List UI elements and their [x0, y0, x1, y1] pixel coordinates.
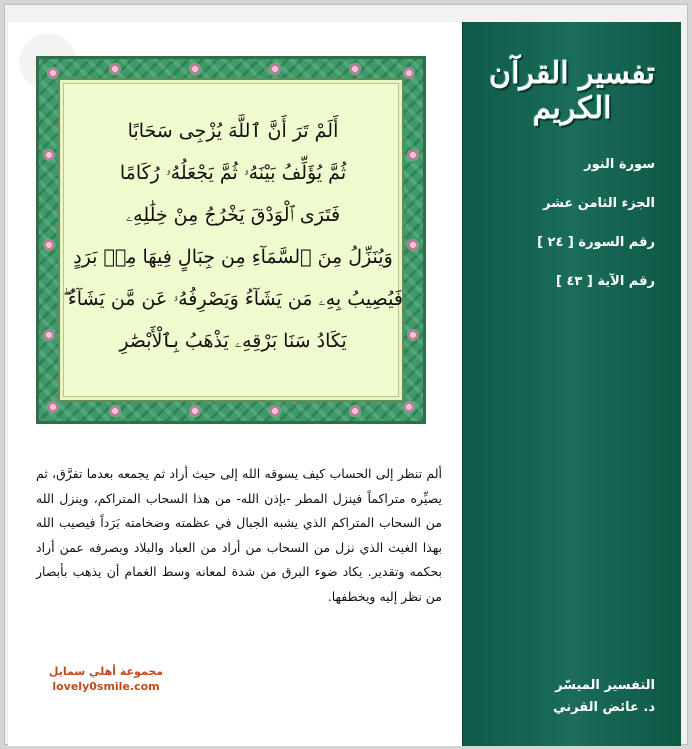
flower-ornament-icon — [407, 239, 419, 251]
tafsir-text: ألم تنظر إلى الحساب كيف يسوقه الله إلى حيث أراد ثم يجمعه بعدما تفرَّق، ثم يصيِّره متراكماً فينزل المطر -بإذن الله- من هذا السحاب المتراكم، وينزل الله من السحاب المتراكم الذي يشبه الجبال في عظمته وضخامته بَرَداً فيصيب الله بهذا الغيث الذي نزل من السحاب من أراد من العباد والبلاد ويصرفه عمن أراد بحكمه وتقدير. يكاد ضوء البرق من شدة لمعانه وسط الغمام أن يذهب بأبصار من نظر إليه ويخطفها. — [36, 466, 442, 604]
credit-source: التفسير الميسّر — [555, 678, 655, 693]
watermark-arabic: مجموعة أهلي سمايل — [48, 665, 164, 678]
flower-ornament-icon — [349, 63, 361, 75]
flower-ornament-icon — [189, 405, 201, 417]
credit-author: د. عائض القرني — [553, 700, 655, 715]
flower-ornament-icon — [349, 405, 361, 417]
juz-label: الجزء الثامن عشر — [543, 196, 655, 211]
flower-ornament-icon — [43, 329, 55, 341]
flower-ornament-icon — [269, 405, 281, 417]
flower-ornament-icon — [43, 149, 55, 161]
flower-ornament-icon — [407, 329, 419, 341]
surah-name: سورة النور — [584, 157, 655, 172]
flower-ornament-icon — [269, 63, 281, 75]
surah-number: رقم السورة [ ٢٤ ] — [537, 235, 655, 250]
verse-line: يَكَادُ سَنَا بَرْقِهِۦ يَذْهَبُ بِٱلْأَبْصَٰرِ — [119, 330, 347, 352]
sidebar-title: تفسير القرآن الكريم — [489, 56, 655, 126]
flower-ornament-icon — [189, 63, 201, 75]
verse-line: فَيُصِيبُ بِهِۦ مَن يَشَآءُ وَيَصْرِفُهُۥ عَن مَّن يَشَآءُ ۖ — [63, 288, 403, 310]
flower-ornament-icon — [109, 405, 121, 417]
watermark-url: lovely0smile.com — [52, 680, 160, 693]
flower-ornament-icon — [47, 401, 59, 413]
flower-ornament-icon — [407, 149, 419, 161]
sidebar — [462, 22, 681, 746]
flower-ornament-icon — [403, 67, 415, 79]
verse-line: فَتَرَى ٱلْوَدْقَ يَخْرُجُ مِنْ خِلَٰلِهِۦ — [125, 204, 341, 226]
flower-ornament-icon — [109, 63, 121, 75]
verse-box — [58, 78, 404, 402]
site-watermark — [6, 664, 206, 694]
verse-line: ثُمَّ يُؤَلِّفُ بَيْنَهُۥ ثُمَّ يَجْعَلُهُۥ رُكَامًا — [119, 162, 347, 184]
flower-ornament-icon — [403, 401, 415, 413]
verse-line: وَيُنَزِّلُ مِنَ ٱلسَّمَآءِ مِن جِبَالٍ فِيهَا مِنۢ بَرَدٍ — [73, 246, 393, 268]
verse-line: أَلَمْ تَرَ أَنَّ ٱللَّهَ يُزْجِى سَحَابًا — [127, 120, 339, 142]
flower-ornament-icon — [43, 239, 55, 251]
ayah-number: رقم الآية [ ٤٣ ] — [556, 274, 655, 289]
